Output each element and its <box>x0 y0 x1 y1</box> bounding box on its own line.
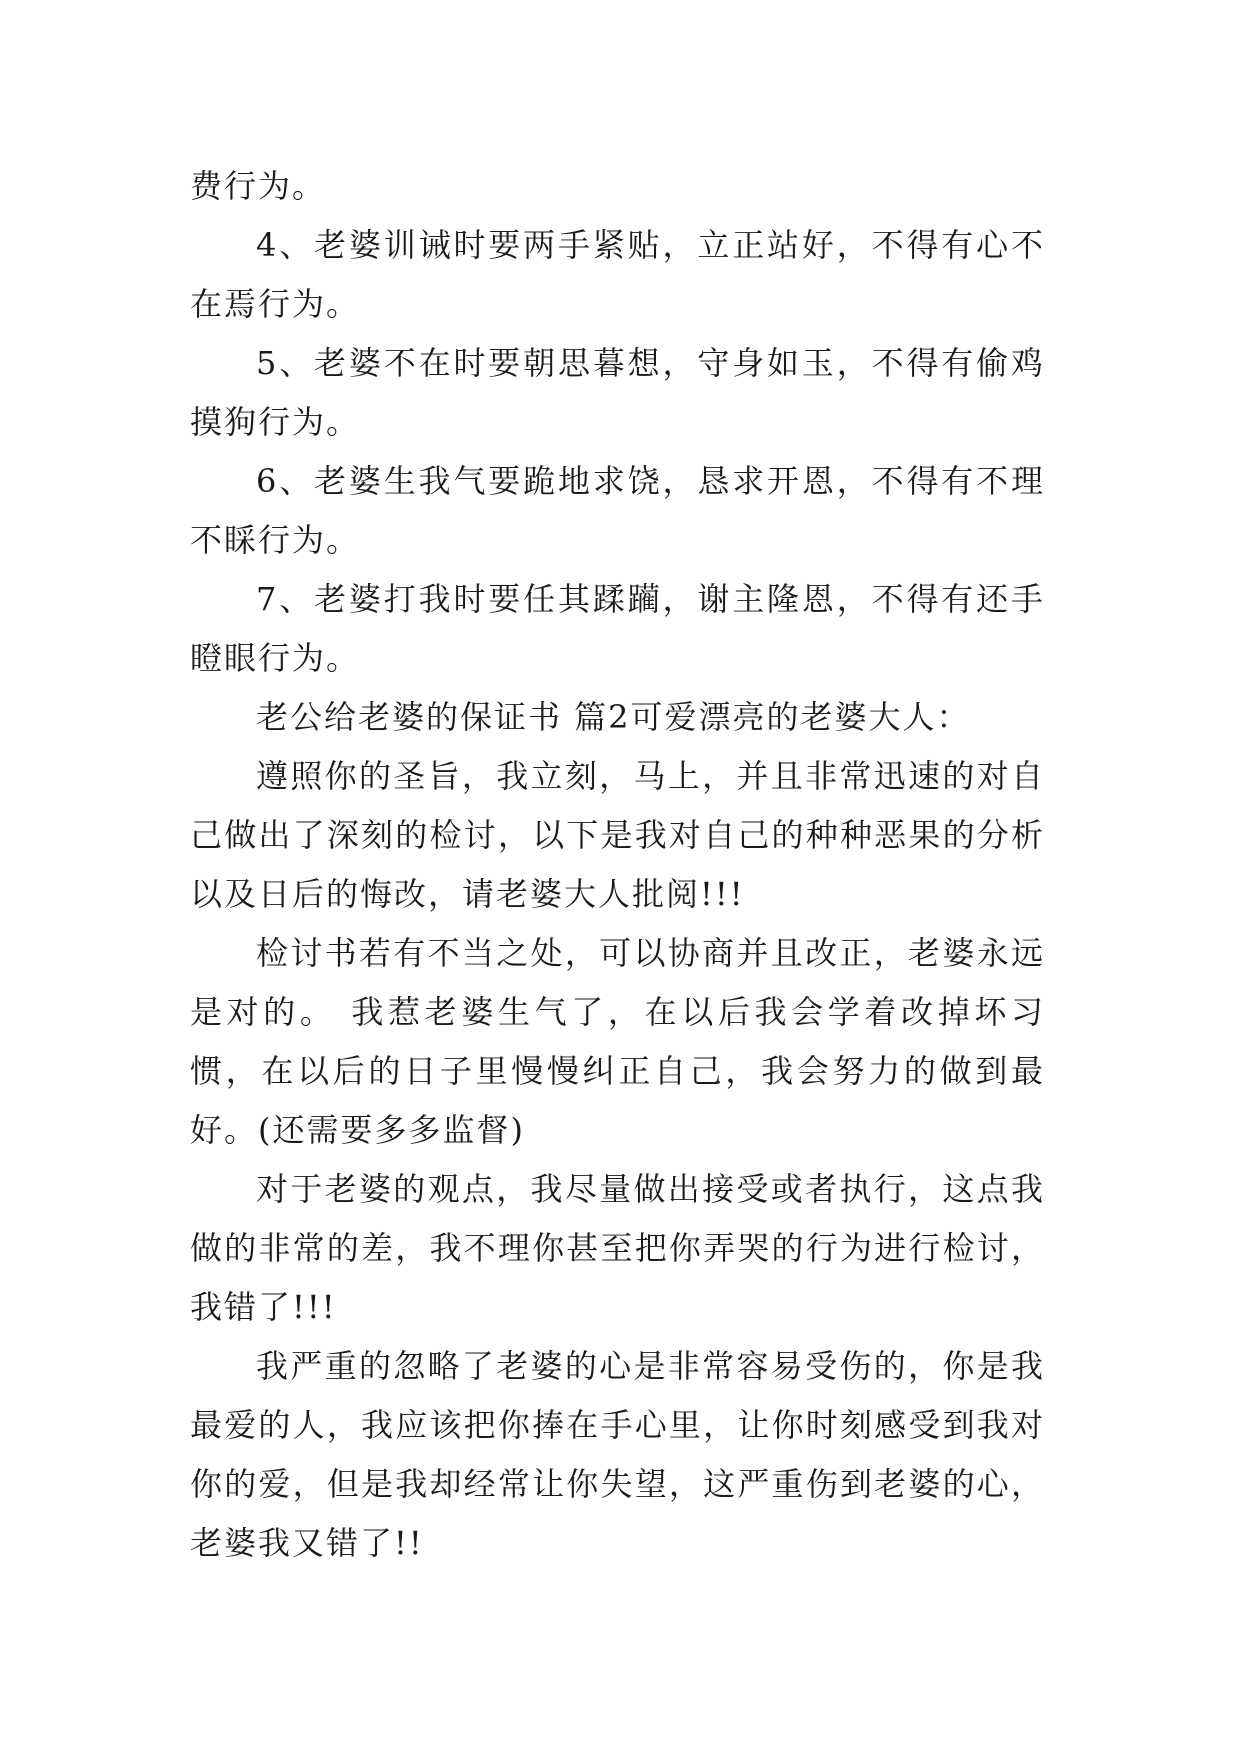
document-body <box>190 157 1045 1573</box>
paragraph: 检讨书若有不当之处，可以协商并且改正，老婆永远是对的。 我惹老婆生气了，在以后我会学着改掉坏习惯，在以后的日子里慢慢纠正自己，我会努力的做到最好。(还需要多多监督) <box>190 934 1045 1149</box>
paragraph: 5、老婆不在时要朝思暮想，守身如玉，不得有偷鸡摸狗行为。 <box>190 344 1045 441</box>
paragraph: 4、老婆训诫时要两手紧贴，立正站好，不得有心不在焉行为。 <box>190 226 1045 323</box>
paragraph: 我严重的忽略了老婆的心是非常容易受伤的，你是我最爱的人，我应该把你捧在手心里，让你时刻感受到我对你的爱，但是我却经常让你失望，这严重伤到老婆的心，老婆我又错了!! <box>190 1347 1045 1562</box>
section-heading: 老公给老婆的保证书 篇2可爱漂亮的老婆大人： <box>256 698 971 736</box>
paragraph: 对于老婆的观点，我尽量做出接受或者执行，这点我做的非常的差，我不理你甚至把你弄哭的行为进行检讨，我错了!!! <box>190 1170 1045 1326</box>
paragraph: 费行为。 <box>190 167 327 205</box>
paragraph: 遵照你的圣旨，我立刻，马上，并且非常迅速的对自己做出了深刻的检讨，以下是我对自己的种种恶果的分析以及日后的悔改，请老婆大人批阅!!! <box>190 757 1045 913</box>
paragraph: 6、老婆生我气要跪地求饶，恳求开恩，不得有不理不睬行为。 <box>190 462 1045 559</box>
paragraph: 7、老婆打我时要任其蹂躏，谢主隆恩，不得有还手瞪眼行为。 <box>190 580 1045 677</box>
